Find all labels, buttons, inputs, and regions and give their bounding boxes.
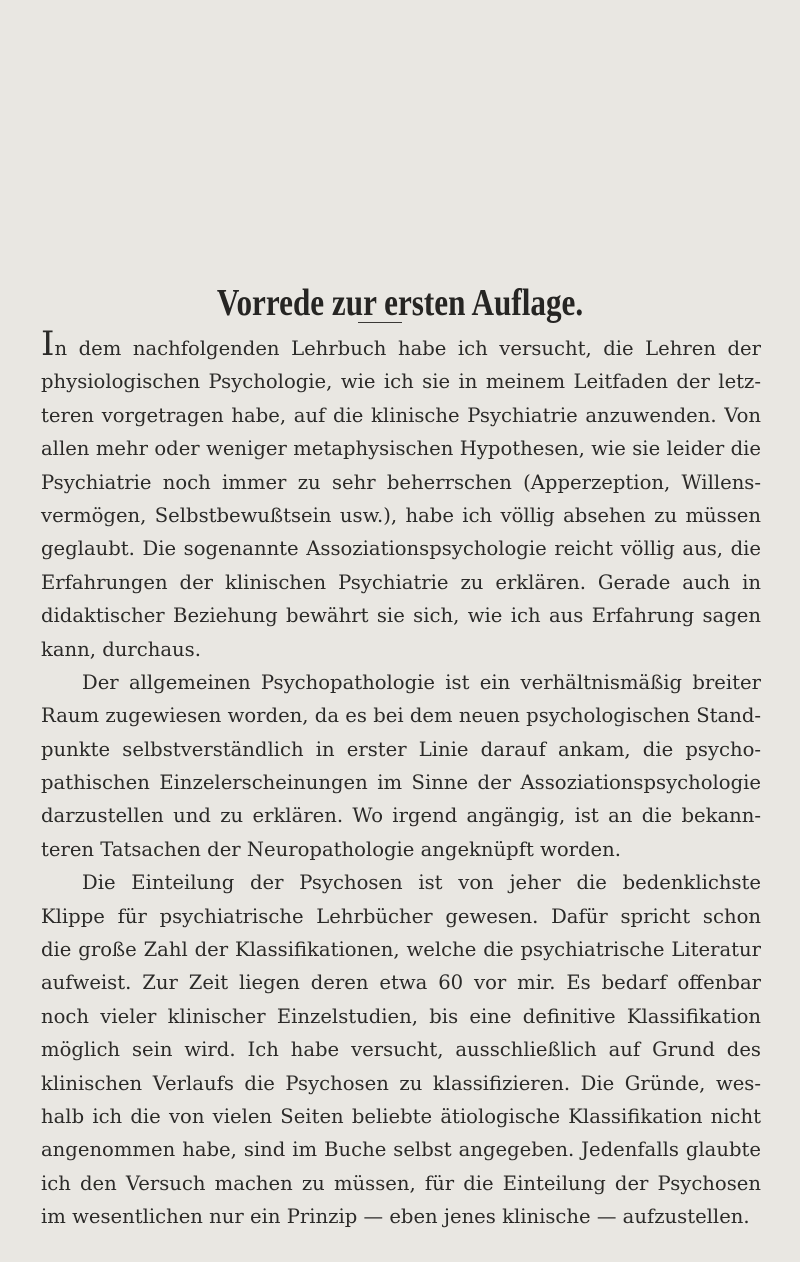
text-line: klinischen Verlaufs die Psychosen zu klassifizieren. Die Gründe, wes- — [41, 1071, 761, 1095]
text-line: kann, durchaus. — [41, 637, 201, 661]
text-line: die große Zahl der Klassifikationen, welche die psychiatrische Literatur — [41, 938, 761, 962]
text-line: ich den Versuch machen zu müssen, für die Einteilung der Psychosen — [41, 1171, 761, 1195]
text-line: punkte selbstverständlich in erster Linie darauf ankam, die psycho- — [41, 737, 761, 761]
text-line: pathischen Einzelerscheinungen im Sinne der Assoziationspsychologie — [41, 771, 761, 795]
text-line: Klippe für psychiatrische Lehrbücher gewesen. Dafür spricht schon — [41, 904, 761, 928]
text-line: Raum zugewiesen worden, da es bei dem neuen psychologischen Stand- — [41, 704, 761, 728]
text-line: möglich sein wird. Ich habe versucht, ausschließlich auf Grund des — [41, 1038, 761, 1062]
paragraph-1 — [41, 324, 761, 666]
text-line: Die Einteilung der Psychosen ist von jeher die bedenklichste — [82, 871, 761, 895]
title-divider — [358, 322, 402, 323]
text-line: halb ich die von vielen Seiten beliebte ätiologische Klassifikation nicht — [41, 1104, 761, 1128]
text-line: im wesentlichen nur ein Prinzip — eben jenes klinische — aufzustellen. — [41, 1205, 750, 1229]
text-line: aufweist. Zur Zeit liegen deren etwa 60 vor mir. Es bedarf offenbar — [41, 971, 761, 995]
text-line: teren Tatsachen der Neuropathologie angeknüpft worden. — [41, 837, 621, 861]
text-line: Psychiatrie noch immer zu sehr beherrschen (Apperzeption, Willens- — [41, 470, 761, 494]
page-title: Vorrede zur ersten Auflage. — [216, 282, 584, 325]
text-line: noch vieler klinischer Einzelstudien, bis eine definitive Klassifikation — [41, 1004, 761, 1028]
paragraph-2 — [41, 666, 761, 866]
text-line: darzustellen und zu erklären. Wo irgend angängig, ist an die bekann- — [41, 804, 761, 828]
text-line: didaktischer Beziehung bewährt sie sich, wie ich aus Erfahrung sagen — [41, 604, 761, 628]
text-line: physiologischen Psychologie, wie ich sie in meinem Leitfaden der letz- — [41, 370, 761, 394]
body-text — [41, 324, 761, 1234]
text-line: Der allgemeinen Psychopathologie ist ein verhältnismäßig breiter — [82, 670, 761, 694]
text-line: vermögen, Selbstbewußtsein usw.), habe ich völlig absehen zu müssen — [41, 503, 761, 527]
text-line: geglaubt. Die sogenannte Assoziationspsychologie reicht völlig aus, die — [41, 537, 761, 561]
text-line: teren vorgetragen habe, auf die klinische Psychiatrie anzuwenden. Von — [41, 403, 761, 427]
text-line: allen mehr oder weniger metaphysischen Hypothesen, wie sie leider die — [41, 437, 761, 461]
text-line: Erfahrungen der klinischen Psychiatrie zu erklären. Gerade auch in — [41, 570, 761, 594]
drop-cap: I — [41, 324, 55, 364]
text-line: angenommen habe, sind im Buche selbst angegeben. Jedenfalls glaubte — [41, 1138, 761, 1162]
paragraph-3 — [41, 866, 761, 1233]
text-line: In dem nachfolgenden Lehrbuch habe ich versucht, die Lehren der — [41, 324, 761, 364]
